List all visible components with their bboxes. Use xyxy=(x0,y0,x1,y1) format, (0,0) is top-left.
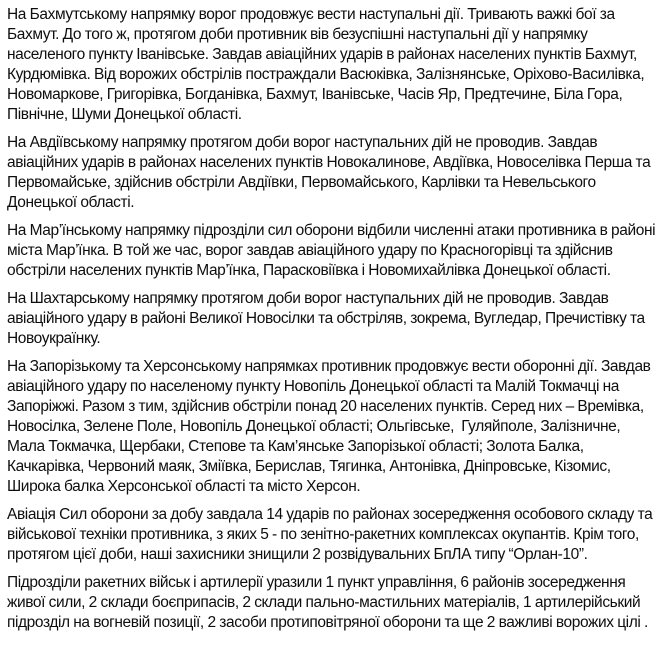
report-paragraph-marinka: На Мар’їнському напрямку підрозділи сил оборони відбили численні атаки противника в районі міста Мар’їнка. В той же час, ворог завдав авіаційного удару по Красногорівці та здійснив обстріли населених пунктів Мар’їнка, Парасковіївка і Новомихайлівка Донецької області. xyxy=(7,222,659,279)
report-paragraph-avdiivka: На Авдіївському напрямку протягом доби ворог наступальних дій не проводив. Завдав авіаційних ударів в районах населених пунктів Новокалинове, Авдіївка, Новоселівка Перша та Первомайське, здійснив обстріли Авдіївки, Первомайського, Карлівки та Невельського Донецької області. xyxy=(7,134,654,211)
report-paragraph-bakhmut: На Бахмутському напрямку ворог продовжує вести наступальні дії. Тривають важкі бої за Бахмут. До того ж, протягом доби противник вів безуспішні наступальні дії у напрямку населеного пункту Іванівське. Завдав авіаційних ударів в районах населених пунктів Бахмут, Курдюмівка. Від ворожих обстрілів постраждали Васюківка, Залізнянське, Оріхово-Василівка, Новомаркове, Григорівка, Богданівка, Бахмут, Іванівське, Часів Яр, Предтечине, Біла Гора, Північне, Шуми Донецької області. xyxy=(7,6,648,123)
report-paragraph-aviation: Авіація Сил оборони за добу завдала 14 ударів по районах зосередження особового складу та військової техніки противника, з яких 5 - по зенітно-ракетних комплексах окупантів. Крім того, протягом цієї доби, наші захисники знищили 2 розвідувальних БпЛА типу “Орлан-10”. xyxy=(7,506,656,563)
report-paragraph-zaporizhzhia-kherson: На Запорізькому та Херсонському напрямках противник продовжує вести оборонні дії. Завдав авіаційного удару по населеному пункту Новопіль Донецької області та Малій Токмачці на Запоріжжі. Разом з тим, здійснив обстріли понад 20 населених пунктів. Серед них – Времівка, Новосілка, Зелене Поле, Новопіль Донецької області; Ольгівське, Гуляйполе, Залізничне, Мала Токмачка, Щербаки, Степове та Кам’янське Запорізької області; Золота Балка, Качкарівка, Червоний маяк, Зміївка, Берислав, Тягинка, Антонівка, Дніпровське, Кізомис, Широка балка Херсонської області та місто Херсон. xyxy=(7,358,655,495)
report-paragraph-shakhtarsk: На Шахтарському напрямку протягом доби ворог наступальних дій не проводив. Завдав авіаційного удару в районі Великої Новосілки та обстріляв, зокрема, Вугледар, Пречистівку та Новоукраїнку. xyxy=(7,290,649,347)
report-paragraph-missile-artillery: Підрозділи ракетних військ і артилерії уразили 1 пункт управління, 6 районів зосередження живої сили, 2 склади боєприпасів, 2 склади пально-мастильних матеріалів, 1 артилерійський підрозділ на вогневій позиції, 2 засоби протиповітряної оборони та ще 2 важливі ворожих цілі . xyxy=(7,574,648,631)
